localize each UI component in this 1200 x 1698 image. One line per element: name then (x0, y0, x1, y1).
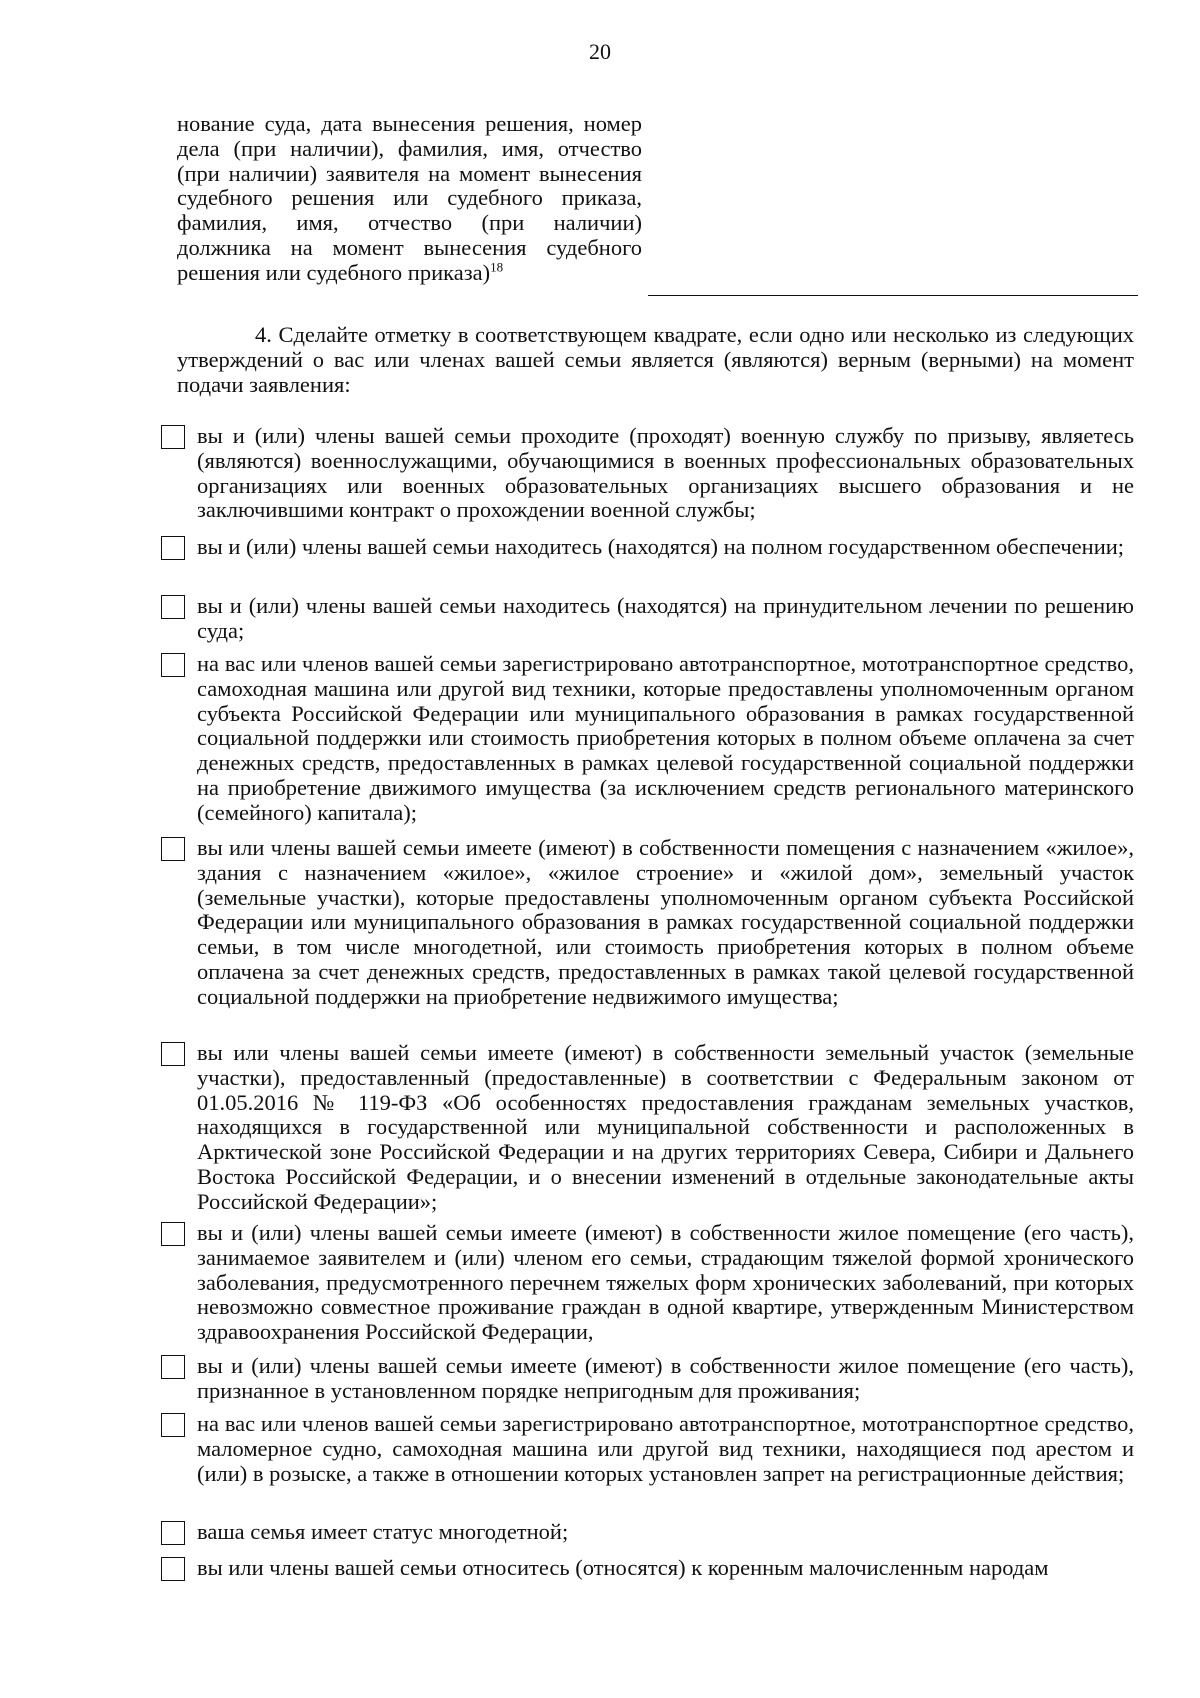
court-details-label (177, 112, 642, 286)
court-details-label-text: нование суда, дата вынесения решения, номер дела (при наличии), фамилия, имя, отчество (при наличии) заявителя на момент вынесения судебного решения или судебного приказа, фамилия, имя, отчество (при наличии) должника на момент вынесения судебного решения или судебного приказа) (177, 111, 642, 285)
statement-item-vehicle-arrest (161, 1412, 1134, 1486)
statement-item-housing-support (161, 836, 1134, 1010)
section-4-intro: 4. Сделайте отметку в соответствующем квадрате, если одно или несколько из следующих утверждений о вас или членах вашей семьи является (являются) верным (верными) на момент подачи заявления: (177, 322, 1134, 397)
checkbox-compulsory-treatment[interactable] (161, 595, 185, 619)
statement-item-chronic-illness (161, 1221, 1134, 1345)
statement-text: вы и (или) члены вашей семьи проходите (проходят) военную службу по призыву, являетесь (являются) военнослужащими, обучающимися в военных профессиональных образовательных организациях или военных образовательных организациях высшего образования и не заключившими контракт о прохождении военной службы; (197, 423, 1134, 523)
checkbox-chronic-illness[interactable] (161, 1222, 185, 1246)
checkbox-unfit-housing[interactable] (161, 1355, 185, 1379)
statement-item-vehicle-support (161, 652, 1134, 826)
statement-item-state-support (161, 535, 1134, 560)
page-number: 20 (589, 39, 611, 64)
checkbox-vehicle-arrest[interactable] (161, 1413, 185, 1437)
statement-item-large-family (161, 1520, 1134, 1545)
statement-item-arctic-land (161, 1041, 1134, 1215)
statement-text: на вас или членов вашей семьи зарегистрировано автотранспортное, мототранспортное средство, самоходная машина или другой вид техники, которые предоставлены уполномоченным органом субъекта Российской Федерации или муниципального образования в рамках государственной социальной поддержки или стоимость приобретения которых в полном объеме оплачена за счет денежных средств, предоставленных в рамках целевой государственной социальной поддержки на приобретение движимого имущества (за исключением средств регионального материнского (семейного) капитала); (197, 651, 1134, 825)
checkbox-housing-support[interactable] (161, 837, 185, 861)
court-details-input-line[interactable] (648, 295, 1138, 296)
statement-text: вы и (или) члены вашей семьи находитесь (находятся) на полном государственном обеспечении; (197, 534, 1125, 559)
statement-text: вы или члены вашей семьи относитесь (относятся) к коренным малочисленным народам (197, 1555, 1049, 1580)
statement-item-compulsory-treatment (161, 594, 1134, 644)
statement-text: вы или члены вашей семьи имеете (имеют) в собственности земельный участок (земельные участки), предоставленный (предоставленные) в соответствии с Федеральным законом от 01.05.2016 № 119-ФЗ «Об особенностях предоставления гражданам земельных участков, находящихся в государственной или муниципальной собственности и расположенных в Арктической зоне Российской Федерации и на других территориях Севера, Сибири и Дальнего Востока Российской Федерации, и о внесении изменений в отдельные законодательные акты Российской Федерации»; (197, 1040, 1134, 1214)
checkbox-arctic-land[interactable] (161, 1042, 185, 1066)
checkbox-state-support[interactable] (161, 536, 185, 560)
checkbox-vehicle-support[interactable] (161, 653, 185, 677)
footnote-ref: 18 (490, 259, 504, 275)
statement-text: ваша семья имеет статус многодетной; (197, 1519, 569, 1544)
statement-text: вы или члены вашей семьи имеете (имеют) в собственности помещения с назначением «жилое», здания с назначением «жилое», «жилое строение» и «жилой дом», земельный участок (земельные участки), которые предоставлены уполномоченным органом субъекта Российской Федерации или муниципального образования в рамках государственной социальной поддержки семьи, в том числе многодетной, или стоимость приобретения которых в полном объеме оплачена за счет денежных средств, предоставленных в рамках такой целевой государственной социальной поддержки на приобретение недвижимого имущества; (197, 835, 1134, 1009)
statement-text: на вас или членов вашей семьи зарегистрировано автотранспортное, мототранспортное средство, маломерное судно, самоходная машина или другой вид техники, находящиеся под арестом и (или) в розыске, а также в отношении которых установлен запрет на регистрационные действия; (197, 1411, 1134, 1486)
checkbox-indigenous[interactable] (161, 1557, 185, 1581)
statement-item-indigenous (161, 1556, 1134, 1581)
statement-item-unfit-housing (161, 1354, 1134, 1404)
checkbox-military[interactable] (161, 425, 185, 449)
checkbox-large-family[interactable] (161, 1521, 185, 1545)
statement-item-military (161, 424, 1134, 523)
statement-text: вы и (или) члены вашей семьи имеете (имеют) в собственности жилое помещение (его часть), занимаемое заявителем и (или) членом его семьи, страдающим тяжелой формой хронического заболевания, предусмотренного перечнем тяжелых форм хронических заболеваний, при которых невозможно совместное проживание граждан в одной квартире, утвержденным Министерством здравоохранения Российской Федерации, (197, 1220, 1134, 1345)
statement-text: вы и (или) члены вашей семьи имеете (имеют) в собственности жилое помещение (его часть), признанное в установленном порядке непригодным для проживания; (197, 1353, 1134, 1403)
statement-text: вы и (или) члены вашей семьи находитесь (находятся) на принудительном лечении по решению суда; (197, 593, 1134, 643)
